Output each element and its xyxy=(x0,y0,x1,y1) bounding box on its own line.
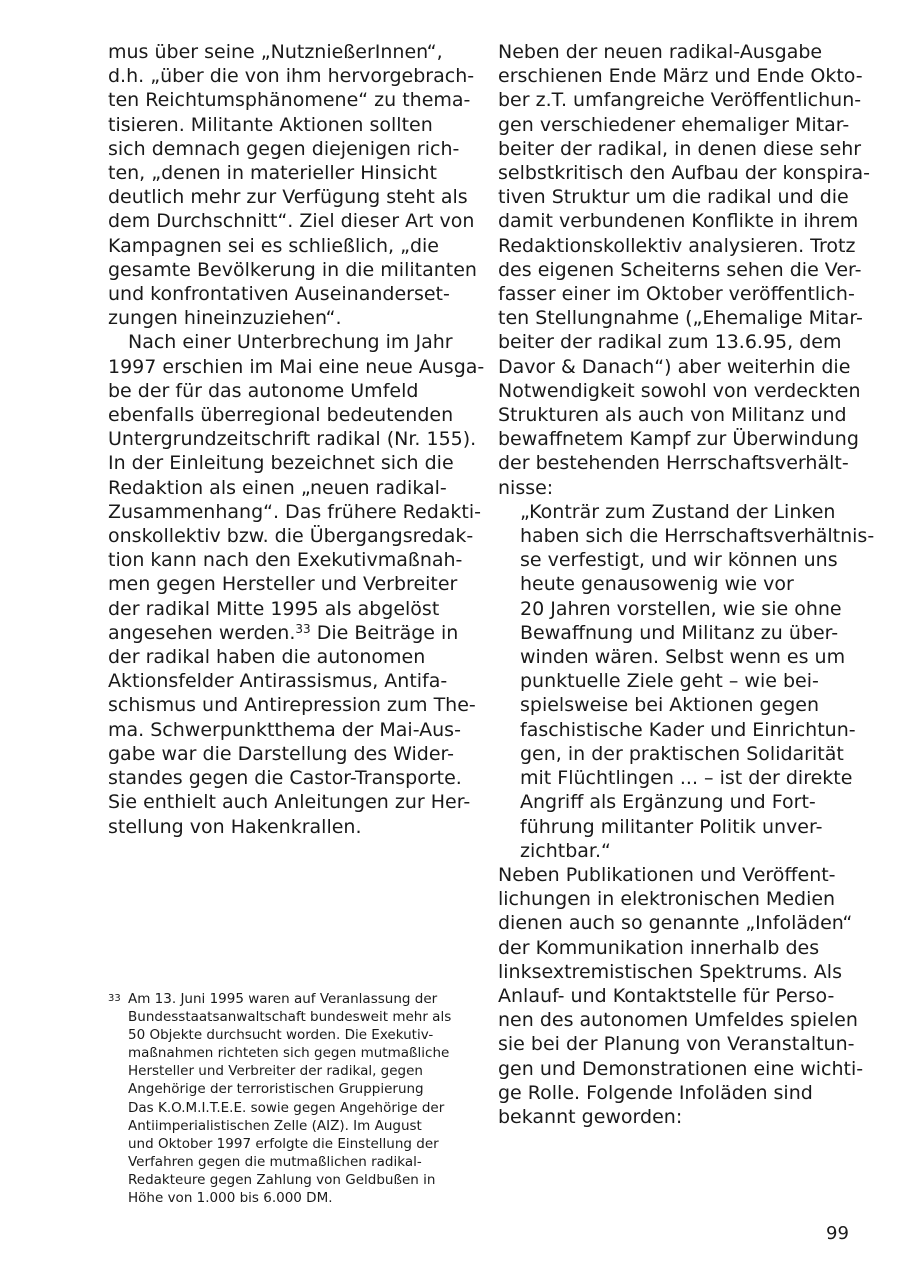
text-line: sich demnach gegen diejenigen rich- xyxy=(108,137,460,160)
text-line: Redaktionskollektiv analysieren. Trotz xyxy=(498,234,856,257)
text-line: deutlich mehr zur Verfügung steht als xyxy=(108,186,468,209)
text-line: Bundesstaatsanwaltschaft bundesweit mehr als xyxy=(128,1009,452,1026)
text-line: dienen auch so genannte „Infoläden“ xyxy=(498,912,853,935)
text-line: dem Durchschnitt“. Ziel dieser Art von xyxy=(108,210,475,233)
text-line: Das K.O.M.I.T.E.E. sowie gegen Angehörige der xyxy=(128,1099,445,1116)
text-line: tisieren. Militante Aktionen sollten xyxy=(108,113,433,136)
text-line: mit Flüchtlingen ... – ist der direkte xyxy=(520,767,853,790)
text-line: linksextremistischen Spektrums. Als xyxy=(498,960,842,983)
text-line: und Oktober 1997 erfolgte die Einstellung der xyxy=(128,1135,439,1152)
text-line: Bewaffnung und Militanz zu über- xyxy=(520,621,839,644)
text-line: und konfrontativen Auseinanderset- xyxy=(108,283,450,306)
text-line: Neben Publikationen und Veröffent- xyxy=(498,863,836,886)
text-line: gen, in der praktischen Solidarität xyxy=(520,742,844,765)
text-line: faschistische Kader und Einrichtun- xyxy=(520,718,856,741)
text-line: gen verschiedener ehemaliger Mitar- xyxy=(498,113,850,136)
text-line: Redakteure gegen Zahlung von Geldbußen in xyxy=(128,1171,436,1188)
text-line: ten Stellungnahme („Ehemalige Mitar- xyxy=(498,307,863,330)
text-line: Zusammenhang“. Das frühere Redakti- xyxy=(108,500,481,523)
text-line: der radikal Mitte 1995 als abgelöst xyxy=(108,597,440,620)
text-line: Höhe von 1.000 bis 6.000 DM. xyxy=(128,1190,333,1207)
text-line: ebenfalls überregional bedeutenden xyxy=(108,404,454,427)
text-line: „Konträr zum Zustand der Linken xyxy=(520,500,836,523)
text-line: der Kommunikation innerhalb des xyxy=(498,936,820,959)
text-line: Angriff als Ergänzung und Fort- xyxy=(520,791,816,814)
text-line: lichungen in elektronischen Medien xyxy=(498,888,836,911)
text-line: spielsweise bei Aktionen gegen xyxy=(520,694,820,717)
text-line: 1997 erschien im Mai eine neue Ausga- xyxy=(108,355,485,378)
text-line: winden wären. Selbst wenn es um xyxy=(520,646,846,669)
text-line: erschienen Ende März und Ende Okto- xyxy=(498,65,863,88)
text-line: nen des autonomen Umfeldes spielen xyxy=(498,1009,858,1032)
text-line: Strukturen als auch von Militanz und xyxy=(498,404,847,427)
footnote-text xyxy=(108,990,478,1207)
text-line: zungen hineinzuziehen“. xyxy=(108,307,342,330)
right-paragraph-1 xyxy=(498,40,871,500)
text-line: Verfahren gegen die mutmaßlichen radikal- xyxy=(128,1153,422,1170)
text-line: Redaktion als einen „neuen radikal- xyxy=(108,476,447,499)
text-line: Aktionsfelder Antirassismus, Antifa- xyxy=(108,670,448,693)
text-line: mus über seine „NutznießerInnen“, xyxy=(108,41,443,63)
text-line: Nach einer Unterbrechung im Jahr xyxy=(128,331,453,354)
text-line: Hersteller und Verbreiter der radikal, gegen xyxy=(128,1063,423,1080)
right-column xyxy=(498,40,875,1129)
page-number: 99 xyxy=(826,1223,849,1244)
text-line: heute genausowenig wie vor xyxy=(520,573,794,596)
text-line: beiter der radikal, in denen diese sehr xyxy=(498,137,862,160)
text-line: der bestehenden Herrschaftsverhält- xyxy=(498,452,849,475)
text-line: nisse: xyxy=(498,476,554,499)
text-line: der radikal haben die autonomen xyxy=(108,646,426,669)
text-line: haben sich die Herrschaftsverhältnis- xyxy=(520,525,875,548)
text-line: d.h. „über die von ihm hervorgebrach- xyxy=(108,65,475,88)
right-paragraph-2 xyxy=(498,863,868,1129)
block-quote xyxy=(498,500,875,863)
footnote xyxy=(108,990,478,1207)
text-line: ma. Schwerpunktthema der Mai-Aus- xyxy=(108,718,461,741)
text-line: Sie enthielt auch Anleitungen zur Her- xyxy=(108,791,471,814)
text-line: gesamte Bevölkerung in die militanten xyxy=(108,258,477,281)
text-line: maßnahmen richteten sich gegen mutmaßliche xyxy=(128,1045,450,1062)
text-line: des eigenen Scheiterns sehen die Ver- xyxy=(498,258,862,281)
footnote-number: 33 xyxy=(108,993,121,1004)
text-line: Am 13. Juni 1995 waren auf Veranlassung der xyxy=(128,991,438,1007)
left-paragraph-1 xyxy=(108,40,478,330)
text-line: standes gegen die Castor-Transporte. xyxy=(108,767,462,790)
text-line: fasser einer im Oktober veröffentlich- xyxy=(498,283,855,306)
text-line: 50 Objekte durchsucht worden. Die Exekutiv- xyxy=(128,1027,434,1044)
left-column xyxy=(108,40,485,839)
text-line: ten, „denen in materieller Hinsicht xyxy=(108,162,437,185)
text-line: se verfestigt, und wir können uns xyxy=(520,549,838,572)
text-line: Davor & Danach“) aber weiterhin die xyxy=(498,355,851,378)
text-line: Antiimperialistischen Zelle (AIZ). Im August xyxy=(128,1117,422,1134)
text-line: Neben der neuen radikal-Ausgabe xyxy=(498,41,823,63)
text-line: zichtbar.“ xyxy=(520,839,611,862)
text-line: tiven Struktur um die radikal und die xyxy=(498,186,849,209)
text-line: Notwendigkeit sowohl von verdeckten xyxy=(498,379,861,402)
text-line: gen und Demonstrationen eine wichti- xyxy=(498,1057,864,1080)
text-line: be der für das autonome Umfeld xyxy=(108,379,419,402)
text-line: 20 Jahren vorstellen, wie sie ohne xyxy=(520,597,842,620)
text-line: gabe war die Darstellung des Wider- xyxy=(108,742,454,765)
text-line: men gegen Hersteller und Verbreiter xyxy=(108,573,458,596)
text-line: beiter der radikal zum 13.6.95, dem xyxy=(498,331,842,354)
text-line: Anlauf- und Kontaktstelle für Perso- xyxy=(498,984,835,1007)
text-line: bekannt geworden: xyxy=(498,1105,683,1128)
text-line: ber z.T. umfangreiche Veröffentlichun- xyxy=(498,89,862,112)
text-line: bewaffnetem Kampf zur Überwindung xyxy=(498,428,859,451)
left-paragraph-2 xyxy=(108,330,485,838)
text-fragment: angesehen werden. xyxy=(108,621,296,644)
text-line-with-footnote-ref xyxy=(108,621,478,645)
text-line: punktuelle Ziele geht – wie bei- xyxy=(520,670,819,693)
text-line: Kampagnen sei es schließlich, „die xyxy=(108,234,439,257)
text-line: Angehörige der terroristischen Gruppierung xyxy=(128,1081,424,1098)
text-line: schismus und Antirepression zum The- xyxy=(108,694,476,717)
text-line: führung militanter Politik unver- xyxy=(520,815,823,838)
text-line: In der Einleitung bezeichnet sich die xyxy=(108,452,454,475)
text-line: ten Reichtumsphänomene“ zu thema- xyxy=(108,89,471,112)
text-line: stellung von Hakenkrallen. xyxy=(108,815,362,838)
text-line: damit verbundenen Konflikte in ihrem xyxy=(498,210,859,233)
text-line: Untergrundzeitschrift radikal (Nr. 155). xyxy=(108,428,477,451)
footnote-reference[interactable]: 33 xyxy=(295,621,311,636)
text-line: sie bei der Planung von Veranstaltun- xyxy=(498,1033,855,1056)
text-fragment: Die Beiträge in xyxy=(310,621,459,644)
text-line: ge Rolle. Folgende Infoläden sind xyxy=(498,1081,813,1104)
text-line: tion kann nach den Exekutivmaßnah- xyxy=(108,549,463,572)
text-line: selbstkritisch den Aufbau der konspira- xyxy=(498,162,871,185)
text-line: onskollektiv bzw. die Übergangsredak- xyxy=(108,525,474,548)
